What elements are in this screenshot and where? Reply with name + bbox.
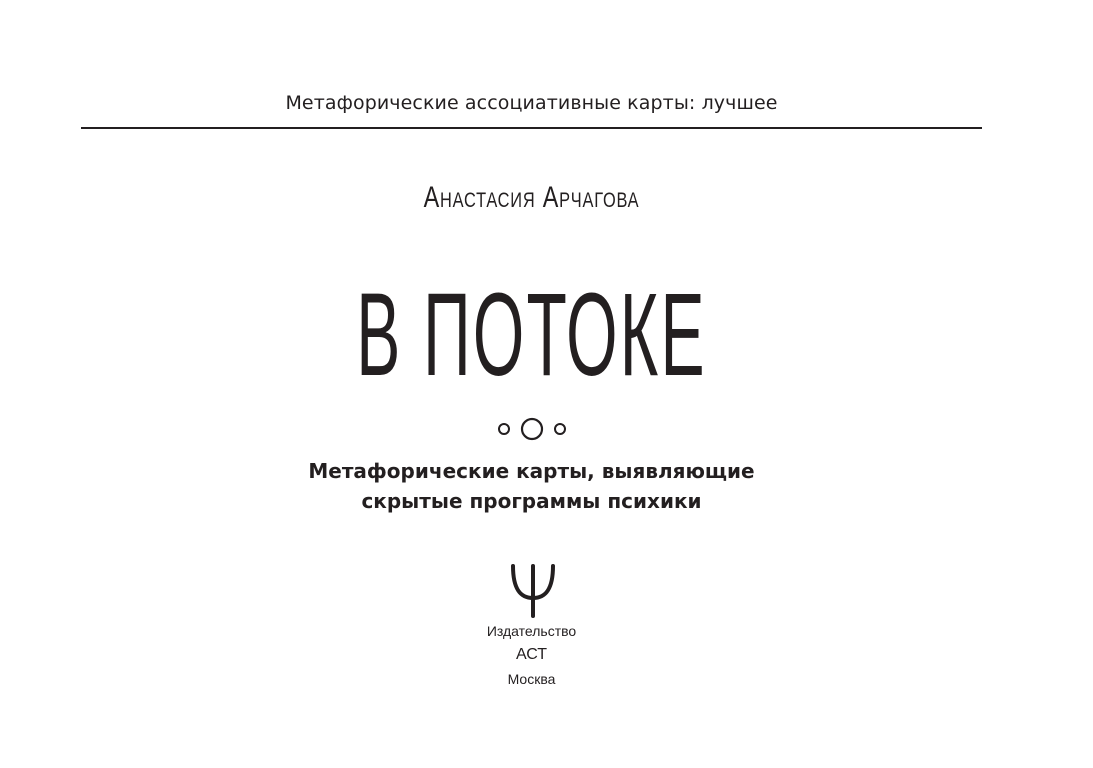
book-subtitle <box>0 456 1063 516</box>
publisher-city: Москва <box>507 671 556 687</box>
publisher-block <box>0 619 1063 691</box>
subtitle-line-2: скрытые программы психики <box>361 489 702 513</box>
header-rule <box>81 127 982 129</box>
publisher-name: АСТ <box>515 646 548 663</box>
psi-logo-icon <box>507 562 559 618</box>
circles-ornament-icon <box>495 416 570 442</box>
subtitle-line-1: Метафорические карты, выявляющие <box>308 459 755 483</box>
publisher-label: Издательство <box>486 623 577 639</box>
author-name: Анастасия Арчагова <box>423 181 640 214</box>
book-title: В ПОТОКЕ <box>356 269 707 401</box>
series-title: Метафорические ассоциативные карты: лучшее <box>285 92 778 114</box>
